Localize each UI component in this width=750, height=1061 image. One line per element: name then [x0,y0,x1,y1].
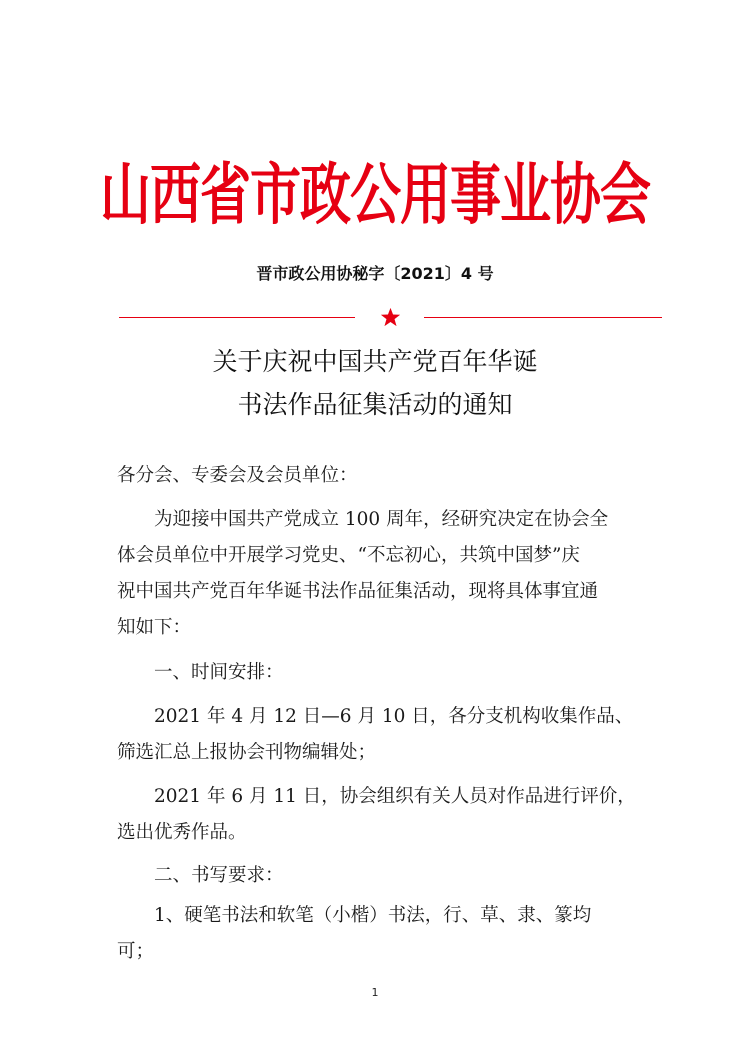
doc-number: 晋市政公用协秘字〔2021〕4 号 [256,264,494,283]
notice-title [0,340,750,426]
intro-line: 祝中国共产党百年华诞书法作品征集活动，现将具体事宜通 [117,581,599,602]
page-number: 1 [371,986,379,999]
intro-line: 体会员单位中开展学习党史、“不忘初心，共筑中国梦”庆 [117,545,580,566]
intro-line: 为迎接中国共产党成立 100 周年，经研究决定在协会全 [154,509,609,530]
schedule-line: 筛选汇总上报协会刊物编辑处； [117,742,377,763]
section-heading: 二、书写要求： [154,865,284,886]
star-icon [380,307,401,328]
salutation: 各分会、专委会及会员单位： [117,465,358,486]
schedule-line: 2021 年 4 月 12 日—6 月 10 日，各分支机构收集作品、 [154,706,634,727]
requirement-line: 可； [117,941,155,962]
title-line-2: 书法作品征集活动的通知 [237,390,513,419]
divider-line-left [119,317,355,318]
schedule-line: 2021 年 6 月 11 日，协会组织有关人员对作品进行评价， [154,786,636,807]
schedule-line: 选出优秀作品。 [117,822,247,843]
title-line-1: 关于庆祝中国共产党百年华诞 [212,347,538,376]
intro-line: 知如下： [117,617,192,638]
section-heading: 一、时间安排： [154,662,284,683]
org-title: 山西省市政公用事业协会 [99,157,650,235]
divider-line-right [424,317,662,318]
requirement-line: 1、硬笔书法和软笔（小楷）书法，行、草、隶、篆均 [154,905,592,926]
